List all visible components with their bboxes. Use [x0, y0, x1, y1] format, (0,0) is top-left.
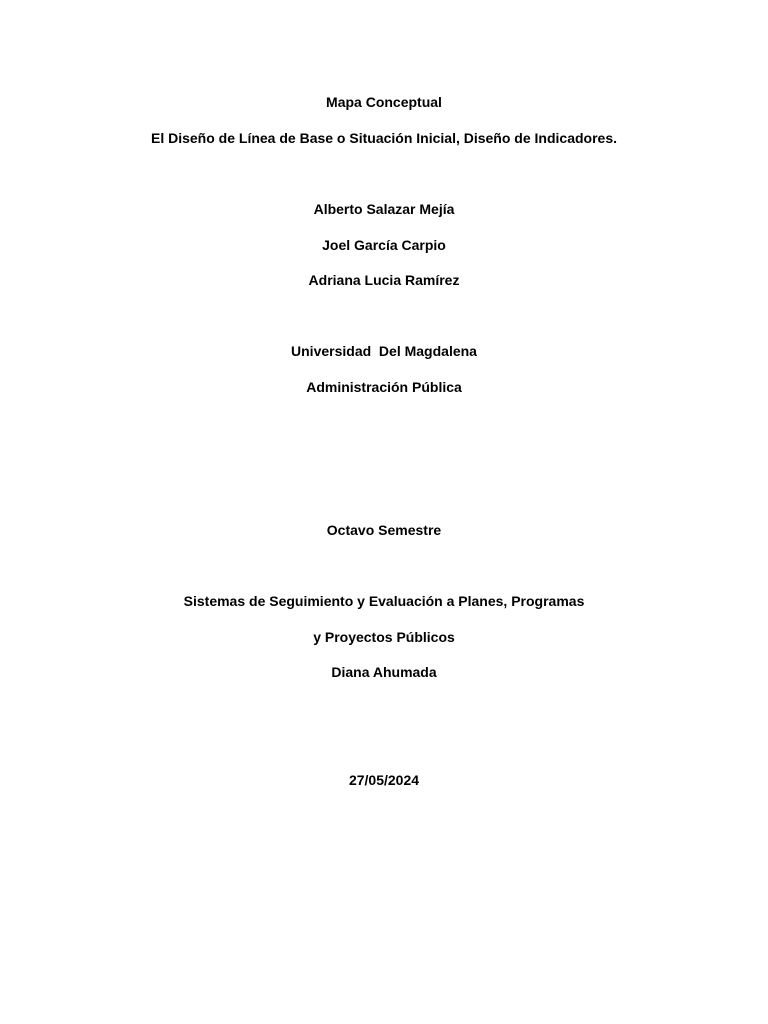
- submission-date: 27/05/2024: [348, 772, 420, 788]
- course-name-line-2: y Proyectos Públicos: [313, 629, 455, 645]
- document-title: El Diseño de Línea de Base o Situación Inicial, Diseño de Indicadores.: [150, 130, 617, 146]
- university-name: Universidad Del Magdalena: [291, 343, 477, 359]
- semester: Octavo Semestre: [326, 522, 442, 538]
- program-name: Administración Pública: [306, 379, 462, 395]
- author-name: Alberto Salazar Mejía: [313, 201, 455, 217]
- course-name-line-1: Sistemas de Seguimiento y Evaluación a Planes, Programas: [183, 593, 585, 609]
- document-heading: Mapa Conceptual: [326, 94, 442, 110]
- author-name: Joel García Carpio: [322, 237, 446, 253]
- instructor-name: Diana Ahumada: [331, 664, 437, 680]
- author-name: Adriana Lucia Ramírez: [308, 272, 460, 288]
